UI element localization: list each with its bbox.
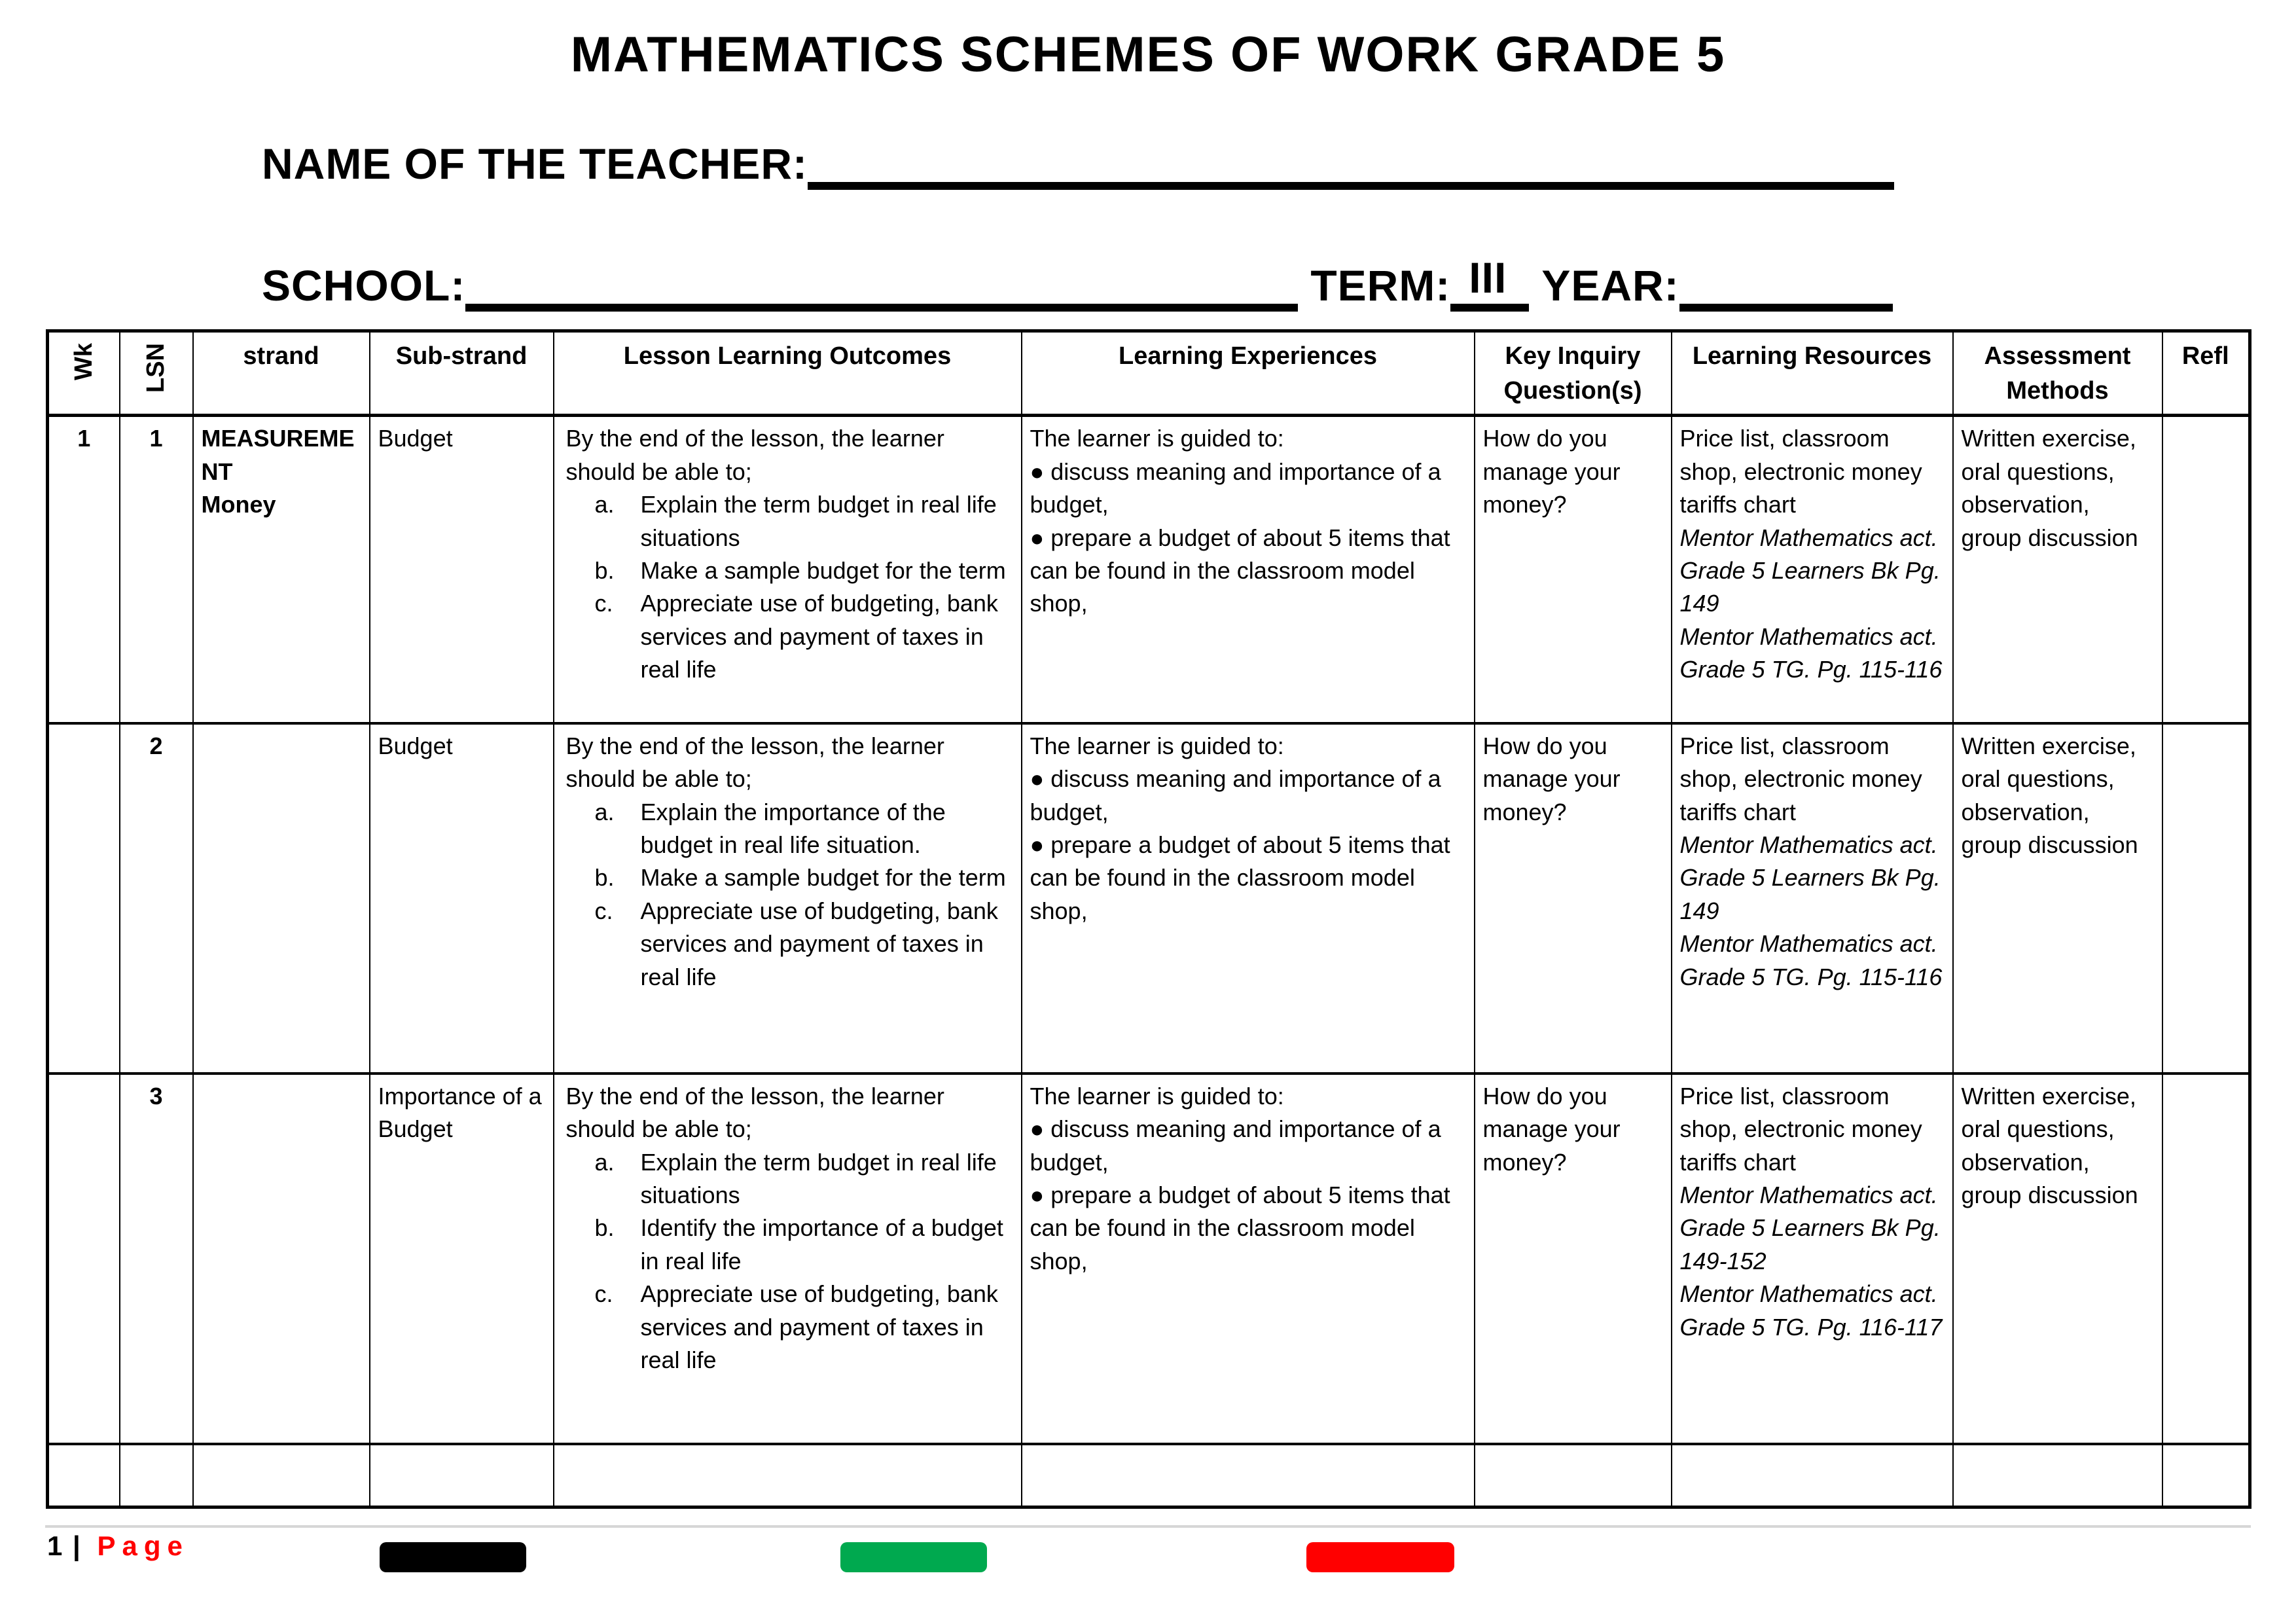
page-number-footer: [47, 1530, 189, 1562]
resources-cell: [1672, 416, 1953, 723]
experience-item: ● discuss meaning and importance of a budget,: [1030, 458, 1441, 518]
assessment-cell: Written exercise, oral questions, observation, group discussion: [1953, 416, 2162, 723]
experiences-cell: [1022, 416, 1475, 723]
outcome-item: c. Appreciate use of budgeting, bank services and payment of taxes in real life: [594, 590, 998, 683]
resources-cell: [1672, 723, 1953, 1074]
experience-item: ● prepare a budget of about 5 items that can be found in the classroom model shop,: [1030, 831, 1450, 924]
key-inquiry-cell: [1475, 1444, 1672, 1507]
lsn-cell: 1: [120, 416, 193, 723]
outcome-item: b. Make a sample budget for the term: [594, 864, 1006, 892]
outcome-item: b. Identify the importance of a budget in real life: [594, 1214, 1003, 1274]
outcome-item: b. Make a sample budget for the term: [594, 556, 1006, 584]
col-header-lsn: LSN: [120, 331, 193, 416]
refl-cell: [2162, 416, 2250, 723]
refl-cell: [2162, 723, 2250, 1074]
experiences-cell: [1022, 723, 1475, 1074]
outcomes-cell: [554, 1074, 1022, 1444]
lsn-cell: [120, 1444, 193, 1507]
sub-strand-cell: Budget: [370, 723, 554, 1074]
col-header-resources: Learning Resources: [1672, 331, 1953, 416]
experiences-cell: [1022, 1074, 1475, 1444]
strand-cell: [193, 1074, 370, 1444]
legend-bar-green: [840, 1542, 987, 1572]
experience-item: ● prepare a budget of about 5 items that can be found in the classroom model shop,: [1030, 524, 1450, 617]
experience-item: ● discuss meaning and importance of a budget,: [1030, 1115, 1441, 1176]
teacher-name-line: [262, 139, 1894, 190]
sub-strand-cell: Importance of a Budget: [370, 1074, 554, 1444]
wk-cell: [48, 1074, 120, 1444]
col-header-key-inquiry: Key Inquiry Question(s): [1475, 331, 1672, 416]
outcomes-intro: By the end of the lesson, the learner should be able to;: [565, 1082, 944, 1143]
term-label: TERM:: [1310, 261, 1451, 310]
col-header-assessment: Assessment Methods: [1953, 331, 2162, 416]
strand-name: MEASUREMENT: [201, 425, 355, 485]
experience-item: ● discuss meaning and importance of a budget,: [1030, 765, 1441, 825]
table-row: [48, 723, 2250, 1074]
col-header-experiences: Learning Experiences: [1022, 331, 1475, 416]
resources-book-ref: Mentor Mathematics act. Grade 5 TG. Pg. 116-117: [1679, 1280, 1943, 1341]
key-inquiry-cell: How do you manage your money?: [1475, 1074, 1672, 1444]
assessment-cell: [1953, 1444, 2162, 1507]
strand-cell: [193, 723, 370, 1074]
strand-cell: [193, 416, 370, 723]
outcome-item: a. Explain the term budget in real life situations: [594, 491, 997, 551]
outcome-item: c. Appreciate use of budgeting, bank services and payment of taxes in real life: [594, 1280, 998, 1373]
resources-book-ref: Mentor Mathematics act. Grade 5 TG. Pg. 115-116: [1679, 930, 1943, 990]
footer-separator: |: [73, 1530, 82, 1561]
outcomes-intro: By the end of the lesson, the learner should be able to;: [565, 425, 944, 485]
resources-book-ref: Mentor Mathematics act. Grade 5 Learners Bk Pg. 149-152: [1679, 1182, 1941, 1274]
experiences-intro: The learner is guided to:: [1030, 1082, 1284, 1110]
legend-bar-red: [1306, 1542, 1454, 1572]
key-inquiry-cell: How do you manage your money?: [1475, 723, 1672, 1074]
experience-item: ● prepare a budget of about 5 items that can be found in the classroom model shop,: [1030, 1182, 1450, 1274]
col-header-wk: Wk: [48, 331, 120, 416]
teacher-name-label: NAME OF THE TEACHER:: [262, 139, 808, 188]
year-blank: [1679, 304, 1893, 312]
wk-cell: [48, 1444, 120, 1507]
col-header-outcomes: Lesson Learning Outcomes: [554, 331, 1022, 416]
teacher-name-blank: [808, 182, 1894, 190]
page-label: Page: [97, 1530, 189, 1561]
outcomes-cell: [554, 723, 1022, 1074]
key-inquiry-cell: How do you manage your money?: [1475, 416, 1672, 723]
refl-cell: [2162, 1074, 2250, 1444]
wk-cell: [48, 723, 120, 1074]
resources-book-ref: Mentor Mathematics act. Grade 5 Learners Bk Pg. 149: [1679, 524, 1941, 617]
assessment-cell: Written exercise, oral questions, observation, group discussion: [1953, 723, 2162, 1074]
outcomes-intro: By the end of the lesson, the learner should be able to;: [565, 732, 944, 793]
col-header-sub-strand: Sub-strand: [370, 331, 554, 416]
resources-cell: [1672, 1074, 1953, 1444]
school-term-year-line: [262, 253, 1893, 312]
outcome-item: a. Explain the importance of the budget in real life situation.: [594, 798, 946, 859]
schemes-of-work-table: [46, 329, 2251, 1509]
experiences-intro: The learner is guided to:: [1030, 732, 1284, 759]
table-row: [48, 1074, 2250, 1444]
experiences-intro: The learner is guided to:: [1030, 425, 1284, 452]
resources-materials: Price list, classroom shop, electronic money tariffs chart: [1679, 425, 1922, 518]
footer-divider: [45, 1525, 2251, 1528]
strand-cell: [193, 1444, 370, 1507]
lsn-cell: 2: [120, 723, 193, 1074]
legend-bar-black: [380, 1542, 526, 1572]
outcomes-cell: [554, 1444, 1022, 1507]
resources-book-ref: Mentor Mathematics act. Grade 5 TG. Pg. 115-116: [1679, 623, 1943, 683]
page-title: MATHEMATICS SCHEMES OF WORK GRADE 5: [570, 27, 1726, 82]
refl-cell: [2162, 1444, 2250, 1507]
page-number: 1: [47, 1530, 64, 1561]
school-label: SCHOOL:: [262, 261, 466, 310]
resources-materials: Price list, classroom shop, electronic money tariffs chart: [1679, 1082, 1922, 1176]
school-blank: [465, 304, 1298, 312]
resources-cell: [1672, 1444, 1953, 1507]
wk-cell: 1: [48, 416, 120, 723]
assessment-cell: Written exercise, oral questions, observation, group discussion: [1953, 1074, 2162, 1444]
experiences-cell: [1022, 1444, 1475, 1507]
resources-book-ref: Mentor Mathematics act. Grade 5 Learners Bk Pg. 149: [1679, 831, 1941, 924]
term-value: III: [1450, 253, 1529, 312]
sub-strand-cell: [370, 1444, 554, 1507]
resources-materials: Price list, classroom shop, electronic money tariffs chart: [1679, 732, 1922, 825]
table-header-row: [48, 331, 2250, 416]
table-row: [48, 416, 2250, 723]
sub-strand-cell: Budget: [370, 416, 554, 723]
outcome-item: a. Explain the term budget in real life situations: [594, 1148, 997, 1209]
strand-topic: Money: [201, 491, 276, 518]
table-row-empty: [48, 1444, 2250, 1507]
outcomes-cell: [554, 416, 1022, 723]
lsn-cell: 3: [120, 1074, 193, 1444]
outcome-item: c. Appreciate use of budgeting, bank services and payment of taxes in real life: [594, 897, 998, 990]
col-header-strand: strand: [193, 331, 370, 416]
col-header-refl: Refl: [2162, 331, 2250, 416]
year-label: YEAR:: [1541, 261, 1679, 310]
